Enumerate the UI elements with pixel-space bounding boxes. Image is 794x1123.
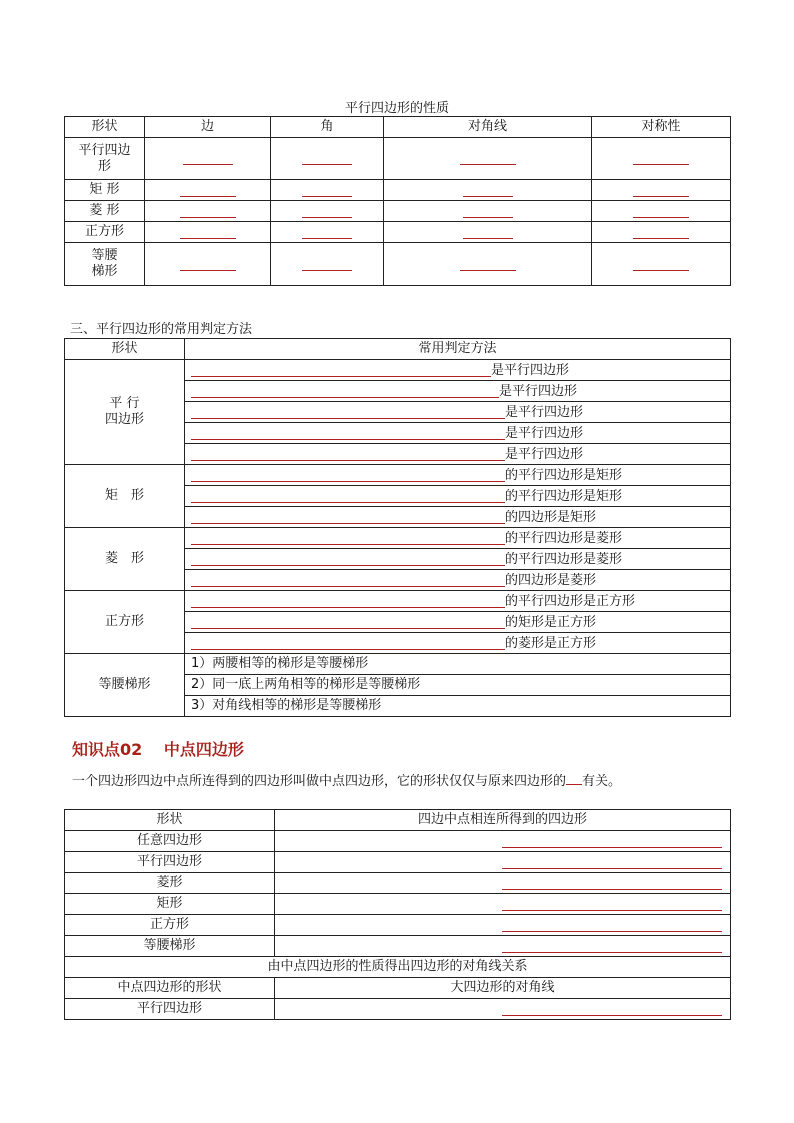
group-label-isosceles-trapezoid: 等腰梯形 bbox=[65, 654, 185, 717]
blank[interactable] bbox=[463, 225, 513, 239]
criterion-item: 2）同一底上两角相等的梯形是等腰梯形 bbox=[185, 675, 731, 696]
blank[interactable] bbox=[180, 183, 236, 197]
criterion-text: 的四边形是菱形 bbox=[505, 573, 597, 588]
midpoint-row-label: 平行四边形 bbox=[65, 999, 275, 1020]
col-header-diagonal: 对角线 bbox=[384, 117, 592, 138]
criterion-text: 的矩形是正方形 bbox=[505, 615, 597, 630]
blank[interactable] bbox=[460, 257, 516, 271]
row-label-square: 正方形 bbox=[65, 222, 145, 243]
blank[interactable] bbox=[302, 257, 352, 271]
midpoint-row-label: 菱形 bbox=[65, 873, 275, 894]
blank[interactable] bbox=[502, 952, 722, 953]
row-label-line2: 形 bbox=[97, 158, 111, 174]
col-header-angle: 角 bbox=[271, 117, 384, 138]
blank[interactable] bbox=[633, 204, 689, 218]
midpoint-row-label: 矩形 bbox=[65, 894, 275, 915]
blank[interactable] bbox=[633, 225, 689, 239]
criterion-text: 是平行四边形 bbox=[505, 426, 584, 441]
blank[interactable] bbox=[183, 151, 233, 165]
midpoint-row-label: 等腰梯形 bbox=[65, 936, 275, 957]
properties-table bbox=[64, 116, 731, 286]
table1-caption: 平行四边形的性质 bbox=[344, 101, 449, 116]
row-label-line1: 平行四边 bbox=[78, 142, 131, 158]
criterion-text: 的菱形是正方形 bbox=[505, 636, 597, 651]
midpoint-header-shape: 形状 bbox=[65, 810, 275, 831]
kp02-intro bbox=[72, 770, 621, 789]
blank[interactable] bbox=[463, 183, 513, 197]
midpoint-header-mid-shape: 中点四边形的形状 bbox=[65, 978, 275, 999]
criterion-text: 是平行四边形 bbox=[505, 447, 584, 462]
blank[interactable] bbox=[302, 204, 352, 218]
midpoint-row-label: 正方形 bbox=[65, 915, 275, 936]
group-label-rhombus: 菱 形 bbox=[65, 528, 185, 591]
blank[interactable] bbox=[633, 151, 689, 165]
blank[interactable] bbox=[502, 889, 722, 890]
midpoint-row-label: 平行四边形 bbox=[65, 852, 275, 873]
criteria-table bbox=[64, 338, 731, 717]
col-header-shape: 形状 bbox=[65, 117, 145, 138]
blank[interactable] bbox=[463, 204, 513, 218]
group-label-rectangle: 矩 形 bbox=[65, 465, 185, 528]
row-label-parallelogram bbox=[65, 138, 145, 180]
criteria-header-shape: 形状 bbox=[65, 339, 185, 360]
row-label-isosceles-trapezoid bbox=[65, 243, 145, 286]
section3-heading: 三、平行四边形的常用判定方法 bbox=[70, 322, 253, 337]
blank[interactable] bbox=[302, 225, 352, 239]
kp02-intro-tail: 有关。 bbox=[582, 774, 622, 789]
blank[interactable] bbox=[302, 151, 352, 165]
criterion-text: 的平行四边形是菱形 bbox=[505, 531, 623, 546]
blank[interactable] bbox=[502, 868, 722, 869]
criterion-text: 的平行四边形是正方形 bbox=[505, 594, 636, 609]
midpoint-header-result: 四边中点相连所得到的四边形 bbox=[275, 810, 731, 831]
blank[interactable] bbox=[633, 257, 689, 271]
criterion-item: 1）两腰相等的梯形是等腰梯形 bbox=[185, 654, 731, 675]
blank[interactable] bbox=[180, 225, 236, 239]
group-label-parallelogram bbox=[65, 360, 185, 465]
col-header-symmetry: 对称性 bbox=[592, 117, 731, 138]
blank[interactable] bbox=[302, 183, 352, 197]
blank[interactable] bbox=[460, 151, 516, 165]
group-label-line1: 平 行 bbox=[109, 396, 140, 411]
row-label-line2: 梯形 bbox=[91, 264, 118, 279]
midpoint-header-diagonal: 大四边形的对角线 bbox=[275, 978, 731, 999]
col-header-side: 边 bbox=[145, 117, 271, 138]
blank[interactable] bbox=[502, 1015, 722, 1016]
blank[interactable] bbox=[502, 847, 722, 848]
blank[interactable] bbox=[180, 204, 236, 218]
criterion-text: 是平行四边形 bbox=[491, 363, 570, 378]
row-label-line1: 等腰 bbox=[91, 248, 118, 263]
midpoint-row-label: 任意四边形 bbox=[65, 831, 275, 852]
midpoint-span-row: 由中点四边形的性质得出四边形的对角线关系 bbox=[65, 957, 731, 978]
criterion-text: 的四边形是矩形 bbox=[505, 510, 597, 525]
criterion-text: 的平行四边形是菱形 bbox=[505, 552, 623, 567]
group-label-square: 正方形 bbox=[65, 591, 185, 654]
criteria-header-method: 常用判定方法 bbox=[185, 339, 731, 360]
blank[interactable] bbox=[180, 257, 236, 271]
kp02-intro-text: 一个四边形四边中点所连得到的四边形叫做中点四边形，它的形状仅仅与原来四边形的 bbox=[72, 774, 567, 789]
blank[interactable] bbox=[633, 183, 689, 197]
criterion-text: 的平行四边形是矩形 bbox=[505, 489, 623, 504]
midpoint-table bbox=[64, 809, 731, 1020]
blank[interactable] bbox=[502, 910, 722, 911]
blank[interactable] bbox=[566, 772, 582, 785]
row-label-rhombus: 菱 形 bbox=[65, 201, 145, 222]
criterion-item: 3）对角线相等的梯形是等腰梯形 bbox=[185, 696, 731, 717]
criterion-text: 是平行四边形 bbox=[499, 384, 578, 399]
criterion-text: 是平行四边形 bbox=[505, 405, 584, 420]
row-label-rectangle: 矩 形 bbox=[65, 180, 145, 201]
group-label-line2: 四边形 bbox=[104, 412, 144, 427]
blank[interactable] bbox=[502, 931, 722, 932]
criterion-text: 的平行四边形是矩形 bbox=[505, 468, 623, 483]
kp02-title: 知识点02 中点四边形 bbox=[72, 740, 244, 759]
